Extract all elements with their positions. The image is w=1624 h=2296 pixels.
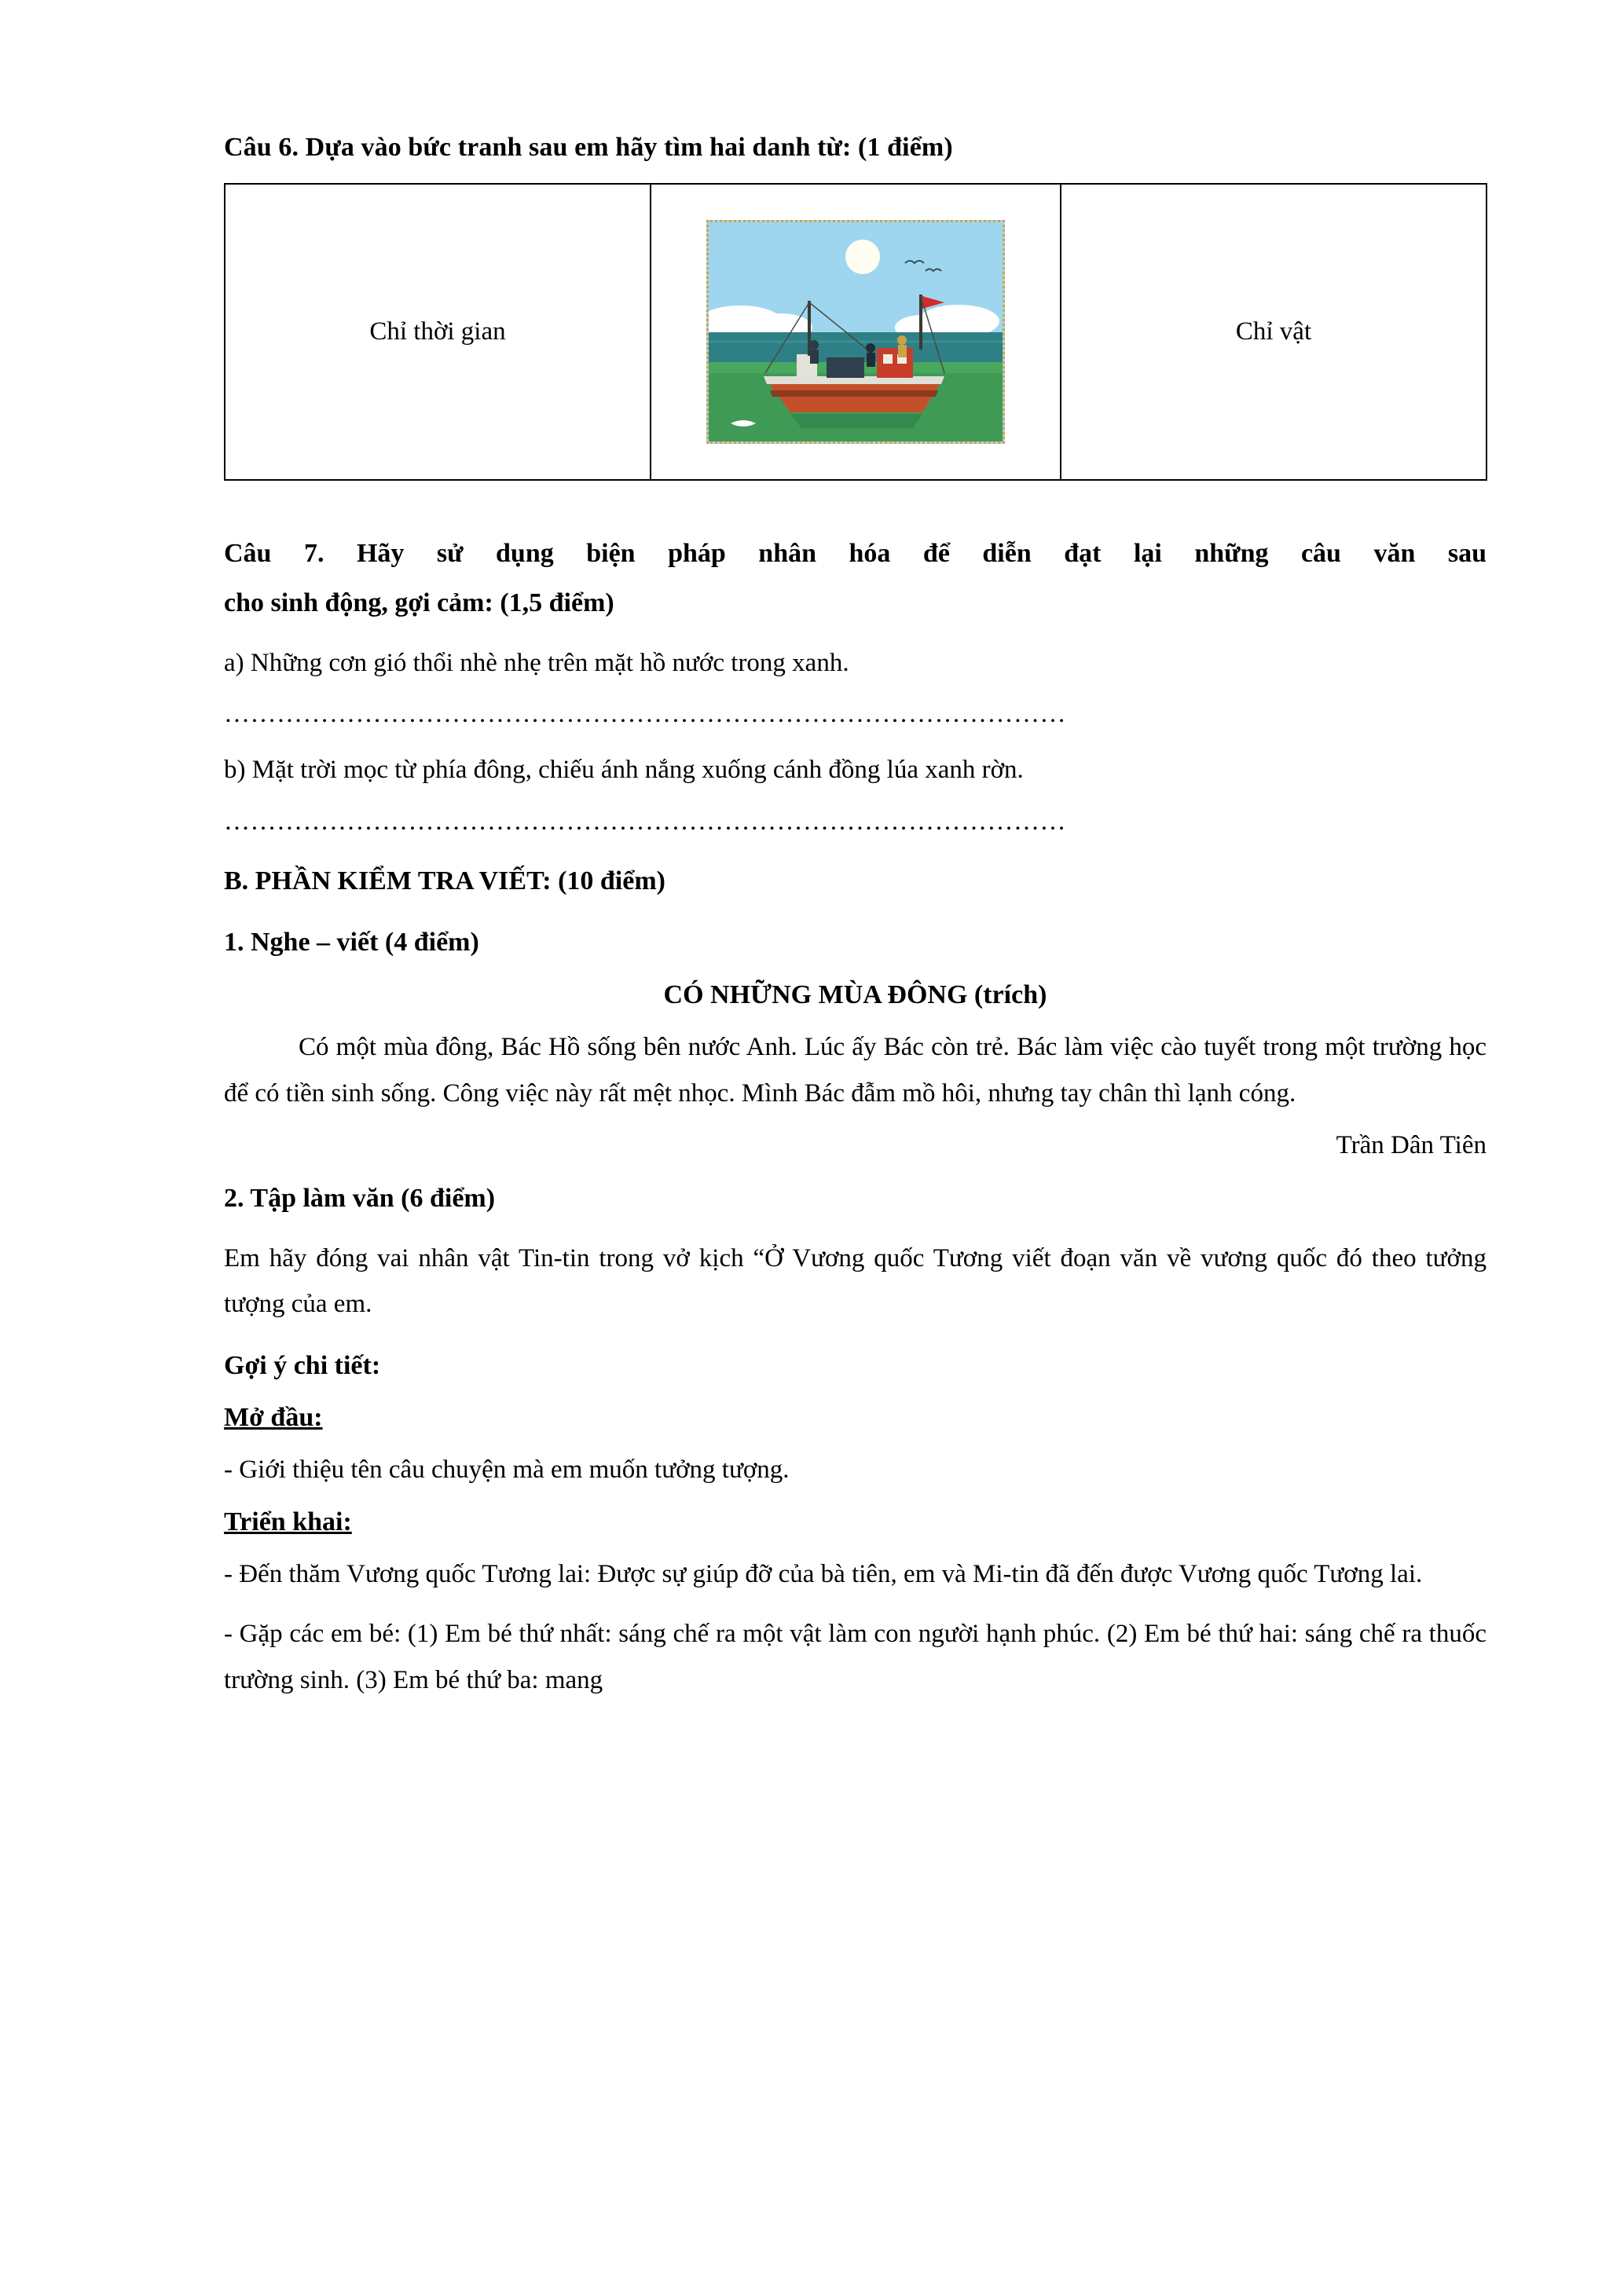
question-7-item-a: a) Những cơn gió thổi nhè nhẹ trên mặt hồ nước trong xanh. bbox=[224, 648, 849, 677]
fishing-boat-illustration bbox=[706, 220, 1005, 444]
section-1-heading: 1. Nghe – viết (4 điểm) bbox=[224, 927, 479, 957]
open-item: - Giới thiệu tên câu chuyện mà em muốn tưởng tượng. bbox=[224, 1455, 790, 1484]
hint-heading: Gợi ý chi tiết: bbox=[224, 1351, 381, 1381]
noun-classification-table bbox=[224, 183, 1487, 481]
question-7-title-line1: Câu 7. Hãy sử dụng biện pháp nhân hóa để diễn đạt lại những câu văn sau bbox=[224, 538, 1487, 568]
section-2-heading: 2. Tập làm văn (6 điểm) bbox=[224, 1183, 496, 1213]
part-b-heading: B. PHẦN KIỂM TRA VIẾT: (10 điểm) bbox=[224, 866, 665, 895]
passage-author: Trần Dân Tiên bbox=[1336, 1130, 1487, 1159]
develop-item-1: - Đến thăm Vương quốc Tương lai: Được sự giúp đỡ của bà tiên, em và Mi-tin đã đến được Vương quốc Tương lai. bbox=[224, 1559, 1423, 1588]
passage-title: CÓ NHỮNG MÙA ĐÔNG (trích) bbox=[663, 980, 1047, 1010]
table-cell-object-header: Chỉ vật bbox=[1061, 184, 1487, 480]
develop-heading: Triển khai: bbox=[224, 1507, 352, 1536]
table-cell-image bbox=[651, 184, 1061, 480]
answer-line-b[interactable]: …………………………………………………………………………………… bbox=[224, 807, 1066, 836]
question-7-title bbox=[224, 529, 1487, 628]
open-heading: Mở đầu: bbox=[224, 1402, 323, 1432]
answer-line-a[interactable]: …………………………………………………………………………………… bbox=[224, 700, 1066, 729]
develop-item-2: - Gặp các em bé: (1) Em bé thứ nhất: sáng chế ra một vật làm con người hạnh phúc. (2) Em bé thứ hai: sáng chế ra thuốc trường sinh. (3) Em bé thứ ba: mang bbox=[224, 1620, 1487, 1695]
illustration-wrapper bbox=[651, 220, 1060, 444]
table-row bbox=[225, 184, 1487, 480]
passage-body: Có một mùa đông, Bác Hồ sống bên nước Anh. Lúc ấy Bác còn trẻ. Bác làm việc cào tuyết trong một trường học để có tiền sinh sống. Công việc này rất mệt nhọc. Mình Bác đẫm mồ hôi, nhưng tay chân thì lạnh cóng. bbox=[224, 1033, 1487, 1108]
question-6-title: Câu 6. Dựa vào bức tranh sau em hãy tìm hai danh từ: (1 điểm) bbox=[224, 133, 953, 162]
essay-prompt: Em hãy đóng vai nhân vật Tin-tin trong vở kịch “Ở Vương quốc Tương viết đoạn văn về vương quốc đó theo tưởng tượng của em. bbox=[224, 1243, 1487, 1319]
table-cell-time-header: Chỉ thời gian bbox=[225, 184, 651, 480]
question-7-item-b: b) Mặt trời mọc từ phía đông, chiếu ánh nắng xuống cánh đồng lúa xanh rờn. bbox=[224, 756, 1024, 785]
question-7-title-line2: cho sinh động, gợi cảm: (1,5 điểm) bbox=[224, 588, 614, 617]
